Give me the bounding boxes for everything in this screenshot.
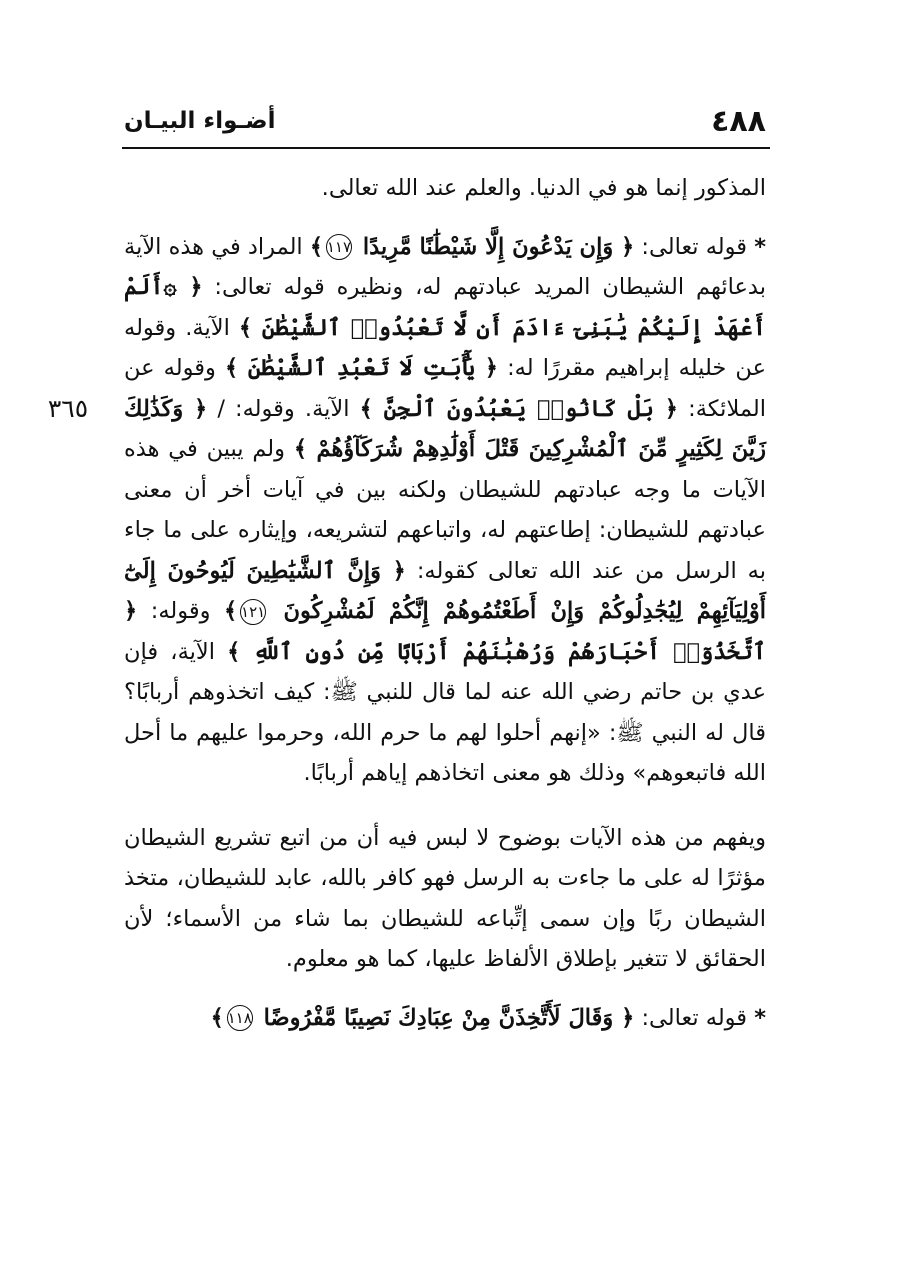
commentary-text: الآية. وقوله عن خليله إبراهيم مقررًا له: <box>124 314 766 381</box>
commentary-text: الآية. وقوله: / <box>207 395 360 422</box>
quran-quote-tawba-31: ﴿ ٱتَّخَذُوٓا۟ أَحْبَارَهُمْ وَرُهْبَٰنَهُمْ أَرْبَابًا مِّن دُونِ ٱللَّهِ ﴾ <box>124 598 767 665</box>
paragraph-3: ويفهم من هذه الآيات بوضوح لا لبس فيه أن من اتبع تشريع الشيطان مؤثرًا له على ما جاءت به الرسل فهو كافر بالله، عابد للشيطان، متخذ الشيطان ربًا وإن سمى إتِّباعه للشيطان بما شاء من الأسماء؛ لأن الحقائق لا تتغير بإطلاق الألفاظ عليها، كما هو معلوم. <box>124 824 766 972</box>
running-header <box>124 104 766 144</box>
quran-quote-nisa-117: ﴿ وَإِن يَدْعُونَ إِلَّا شَيْطَٰنًا مَّرِيدًا <box>355 233 635 260</box>
commentary-text: المراد في هذه الآية بدعائهم الشيطان المريد عبادتهم له، ونظيره قوله تعالى: <box>124 233 766 300</box>
commentary-text: ولم يبين في هذه الآيات ما وجه عبادتهم للشيطان ولكنه بين في آيات أخر أن معنى عبادتهم للشيطان: إطاعتهم له، واتباعهم لتشريعه، وإيثاره على ما جاء به الرسل من عند الله تعالى كقوله: <box>124 436 766 584</box>
quran-quote-nisa-118: ﴿ وَقَالَ لَأَتَّخِذَنَّ مِنْ عِبَادِكَ نَصِيبًا مَّفْرُوضًا <box>255 1004 635 1031</box>
paragraph-1: المذكور إنما هو في الدنيا. والعلم عند الله تعالى. <box>321 175 766 201</box>
section-lead-text: قوله تعالى: <box>634 1004 755 1031</box>
header-rule <box>122 147 770 149</box>
quran-quote-saba: ﴿ بَلْ كَانُوا۟ يَعْبُدُونَ ٱلْجِنَّ ﴾ <box>359 395 678 422</box>
quran-quote-bracket: ﴾ <box>210 1004 224 1031</box>
quran-quote-bracket: ﴾ <box>309 233 324 260</box>
margin-page-reference: ٣٦٥ <box>47 394 89 423</box>
commentary-text: الآية، فإن عدي بن حاتم رضي الله عنه لما قال للنبي ﷺ: كيف اتخذوهم أربابًا؟ قال له النبي ﷺ: «إنهم أحلوا لهم ما حرم الله، وحرموا عليهم ما أحل الله فاتبعوهم» وذلك هو معنى اتخاذهم إياهم أربابًا. <box>124 638 766 786</box>
ayah-number-118: ١١٨ <box>227 1005 253 1031</box>
paragraph-4 <box>124 998 766 1039</box>
quran-quote-anam-121: ﴿ وَإِنَّ ٱلشَّيَٰطِينَ لَيُوحُونَ إِلَىٰٓ أَوْلِيَآئِهِمْ لِيُجَٰدِلُوكُمْ وَإِنْ أَطَعْتُمُوهُمْ إِنَّكُمْ لَمُشْرِكُونَ <box>124 557 766 624</box>
section-lead-text: قوله تعالى: <box>634 233 755 260</box>
paragraph-2 <box>124 227 766 794</box>
ayah-number-117: ١١٧ <box>326 234 352 260</box>
page-number: ٤٨٨ <box>711 104 766 139</box>
quran-quote-maryam: ﴿ يَٰٓأَبَتِ لَا تَعْبُدِ ٱلشَّيْطَٰنَ ﴾ <box>224 355 498 381</box>
quran-quote-bracket: ﴾ <box>224 598 238 624</box>
book-title: أضـواء البيـان <box>124 108 276 134</box>
ayah-number-121: ١٢١ <box>240 599 266 625</box>
quran-quote-anam-137: ﴿ وَكَذَٰلِكَ زَيَّنَ لِكَثِيرٍ مِّنَ ٱلْمُشْرِكِينَ قَتْلَ أَوْلَٰدِهِمْ شُرَكَآؤُهُمْ ﴾ <box>124 395 767 462</box>
commentary-text: وقوله عن الملائكة: <box>124 355 766 422</box>
commentary-text: وقوله: <box>137 598 225 624</box>
section-star-marker: * <box>754 1004 766 1031</box>
page-body <box>124 168 766 1038</box>
section-star-marker: * <box>754 233 766 260</box>
quran-quote-yasin: ﴿ ۞أَلَمْ أَعْهَدْ إِلَيْكُمْ يَٰبَنِىٓ ءَادَمَ أَن لَّا تَعْبُدُوا۟ ٱلشَّيْطَٰنَ ﴾ <box>124 274 767 341</box>
